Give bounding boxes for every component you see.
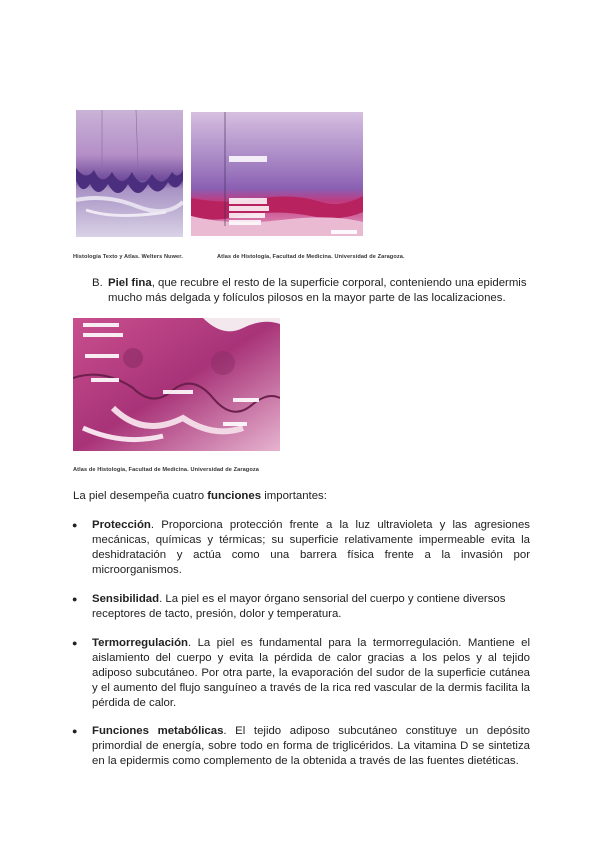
bullet-text: . Proporciona protección frente a la luz ultravioleta y las agresiones mecánicas, químicas y térmicas; su superficie relativamente impermeable evita la deshidratación y actúa como una barrera física frente a la invasión por microorganismos. [92,519,530,576]
bullet-term: Sensibilidad [92,593,160,605]
figure-caption-right: Atlas de Histología, Facultad de Medicina. Universidad de Zaragoza. [217,254,405,260]
functions-intro: La piel desempeña cuatro funciones importantes: [73,490,327,502]
thin-skin-micrograph [73,318,280,451]
section-b-marker: B. [92,277,103,289]
bullet-text: . La piel es fundamental para la termorregulación. Mantiene el aislamiento del cuerpo y evita la pérdida de calor gracias a los pelos y al tejido adiposo subcutáneo. Por otra parte, la evaporación del sudor de la superficie cutánea y el aumento del flujo sanguíneo a través de la rica red vascular de la dermis facilita la pérdida de calor. [92,637,530,709]
bullet-funciones-metabolicas [72,724,530,769]
bullet-proteccion [72,518,530,578]
thick-skin-micrograph-right [191,112,363,236]
functions-term: funciones [207,490,262,502]
bullet-marker: ● [72,638,78,648]
bullet-marker: ● [72,594,78,604]
bullet-marker: ● [72,520,78,530]
bullet-termorregulacion [72,636,530,711]
bullet-term: Funciones metabólicas [92,725,224,737]
bullet-marker: ● [72,726,78,736]
bullet-term: Termorregulación [92,637,188,649]
bullet-text: . El tejido adiposo subcutáneo constituye un depósito primordial de energía, sobre todo en forma de triglicéridos. La vitamina D se sintetiza en la epidermis como complemento de la obtenida a través de las fuentes dietéticas. [92,725,530,767]
section-b-term: Piel fina [108,277,152,289]
section-b-text: , que recubre el resto de la superficie corporal, conteniendo una epidermis mucho más delgada y folículos pilosos en la mayor parte de las localizaciones. [108,277,527,304]
section-b-paragraph [108,276,532,306]
bullet-text: . La piel es el mayor órgano sensorial del cuerpo y contiene diversos receptores de tacto, presión, dolor y temperatura. [92,593,506,620]
bullet-term: Protección [92,519,151,531]
figure-caption-thin-skin: Atlas de Histología, Facultad de Medicina. Universidad de Zaragoza [73,467,259,473]
figure-caption-left: Histología Texto y Atlas. Welters Nuwer. [73,254,183,260]
thick-skin-micrograph-left [76,110,183,237]
bullet-sensibilidad [72,592,530,622]
